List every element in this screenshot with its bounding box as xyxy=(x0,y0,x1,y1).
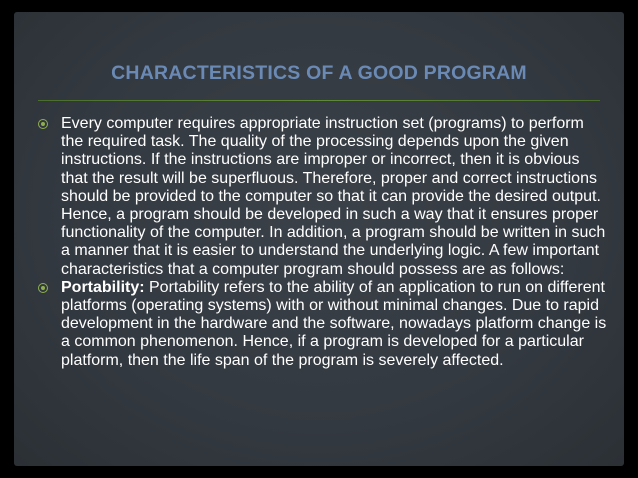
bullet-term: Portability: xyxy=(61,278,145,296)
bullet-list xyxy=(36,115,608,370)
slide-title: CHARACTERISTICS OF A GOOD PROGRAM xyxy=(111,62,527,84)
bullet-item-intro xyxy=(36,115,608,279)
title-divider xyxy=(38,100,600,101)
bullet-item-portability xyxy=(36,279,608,370)
bullet-circle-icon xyxy=(38,283,48,293)
bullet-circle-icon xyxy=(38,119,48,129)
bullet-text: Every computer requires appropriate instruction set (programs) to perform the required task. The quality of the processing depends upon the given instructions. If the instructions are improper or incorrect, then it is obvious that the result will be superfluous. Therefore, proper and correct instructions should be provided to the computer so that it can provide the desired output. Hence, a program should be developed in such a way that it ensures proper functionality of the computer. In addition, a program should be written in such a manner that it is easier to understand the underlying logic. A few important characteristics that a computer program should possess are as follows: xyxy=(61,115,606,278)
bullet-text: Portability refers to the ability of an application to run on different platforms (operating systems) with or without minimal changes. Due to rapid development in the hardware and the software, nowadays platform change is a common phenomenon. Hence, if a program is developed for a particular platform, then the life span of the program is severely affected. xyxy=(61,278,607,369)
